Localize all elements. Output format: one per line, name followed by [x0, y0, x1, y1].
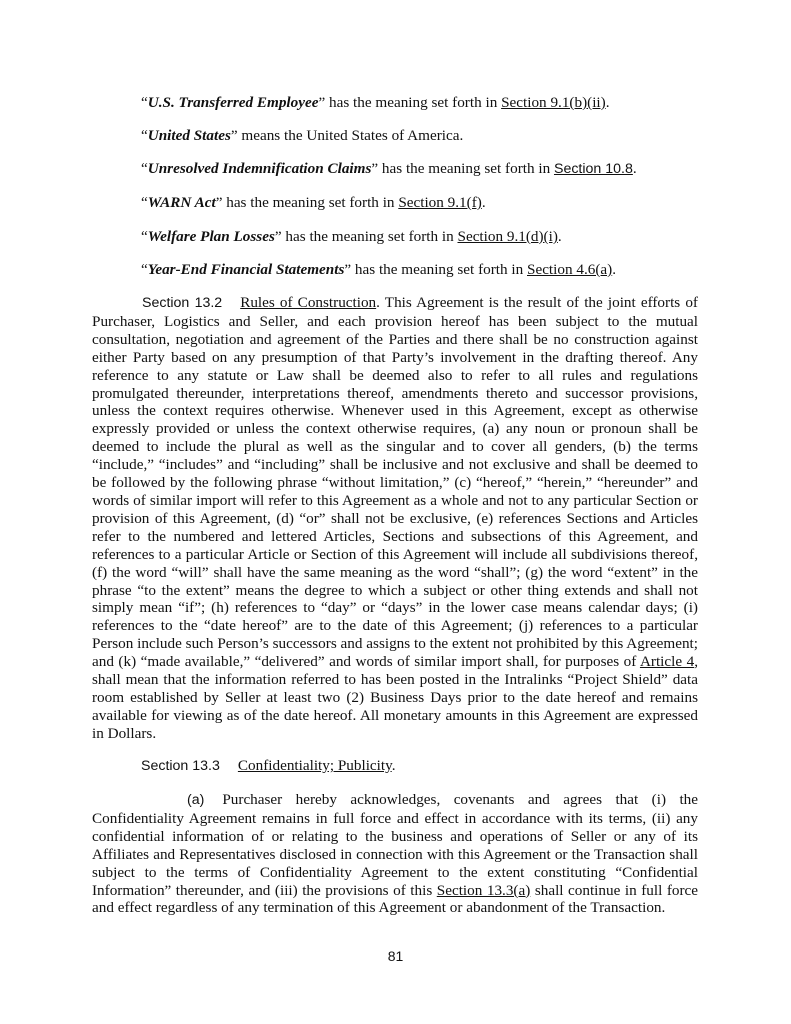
defined-term: U.S. Transferred Employee: [147, 94, 319, 111]
section-title: Rules of Construction: [240, 294, 377, 311]
section-reference-link[interactable]: Section 9.1(b)(ii): [501, 94, 606, 111]
section-13-2-paragraph: Section 13.2 Rules of Construction. This Agreement is the result of the joint efforts of Purchaser, Logistics and Seller, and each provision hereof has been subject to the mutual consultation, negotiation and agreement of the Parties and there shall be no construction against either Party based on any presumption of that Party’s involvement in the drafting thereof. Any reference to any statute or Law shall be deemed also to refer to all rules and regulations promulgated thereunder, interpretations thereof, amendments thereto and successor provisions, unless the context requires otherwise. Whenever used in this Agreement, except as otherwise expressly provided or unless the context otherwise requires, (a) any noun or pronoun shall be deemed to include the plural as well as the singular and to cover all genders, (b) the terms “include,” “includes” and “including” shall be inclusive and not exclusive and shall be deemed to be followed by the following phrase “without limitation,” (c) “hereof,” “herein,” “hereunder” and words of similar import will refer to this Agreement as a whole and not to any particular Section or provision of this Agreement, (d) “or” shall not be exclusive, (e) references Sections and Articles refer to the numbered and lettered Articles, Sections and subsections of this Agreement, and references to a particular Article or Section of this Agreement will include all subdivisions thereof, (f) the word “will” shall have the same meaning as the word “shall”; (g) the word “extent” in the phrase “to the extent” means the degree to which a subject or other thing extends and shall not simply mean “if”; (h) references to “day” or “days” in the lower case means calendar days; (i) references to the “date hereof” are to the date of this Agreement; (j) references to a particular Person include such Person’s successors and assigns to the extent not prohibited by this Agreement; and (k) “made available,” “delivered” and words of similar import shall, for purposes of Article 4, shall mean that the information referred to has been posted in the Intralinks “Project Shield” data room established by Seller at least two (2) Business Days prior to the date hereof and remains available for viewing as of the date hereof. All monetary amounts in this Agreement are expressed in Dollars.: [92, 294, 698, 742]
definition-welfare-plan-losses: “Welfare Plan Losses” has the meaning set forth in Section 9.1(d)(i).: [141, 228, 562, 245]
defined-term: Welfare Plan Losses: [147, 228, 275, 245]
section-reference-link[interactable]: Section 4.6(a): [527, 261, 613, 278]
definition-year-end-financial-statements: “Year-End Financial Statements” has the meaning set forth in Section 4.6(a).: [141, 261, 616, 278]
section-reference-link[interactable]: Section 9.1(f): [398, 194, 482, 211]
definition-us-transferred-employee: “U.S. Transferred Employee” has the meaning set forth in Section 9.1(b)(ii).: [141, 94, 610, 111]
subsection-label: (a): [187, 792, 205, 808]
definition-warn-act: “WARN Act” has the meaning set forth in Section 9.1(f).: [141, 194, 486, 211]
definition-united-states: “United States” means the United States of America.: [141, 127, 464, 144]
defined-term: WARN Act: [147, 194, 216, 211]
section-reference-link[interactable]: Section 13.3(a): [436, 881, 531, 899]
section-reference-link[interactable]: Section 10.8: [553, 161, 633, 177]
section-number: Section 13.3: [141, 758, 220, 774]
section-title: Confidentiality; Publicity: [237, 757, 392, 774]
section-13-3-a-paragraph: (a) Purchaser hereby acknowledges, covenants and agrees that (i) the Confidentiality Agreement remains in full force and effect in accordance with its terms, (ii) any confidential information of or relating to the business and operations of Seller or any of its Affiliates and Representatives disclosed in connection with this Agreement or the Transaction shall subject to the terms of Confidentiality Agreement to the extent constituting “Confidential Information” thereunder, and (iii) the provisions of this Section 13.3(a) shall continue in full force and effect regardless of any termination of this Agreement or abandonment of the Transaction.: [92, 791, 699, 917]
page-number: 81: [387, 948, 404, 964]
section-13-3-heading: Section 13.3 Confidentiality; Publicity.: [141, 757, 396, 774]
defined-term: Year-End Financial Statements: [147, 261, 345, 278]
definition-unresolved-indemnification-claims: “Unresolved Indemnification Claims” has the meaning set forth in Section 10.8.: [141, 160, 637, 177]
section-number: Section 13.2: [142, 295, 223, 311]
defined-term: United States: [147, 127, 231, 144]
defined-term: Unresolved Indemnification Claims: [147, 160, 372, 177]
article-reference-link[interactable]: Article 4: [639, 653, 695, 671]
section-reference-link[interactable]: Section 9.1(d)(i): [457, 228, 558, 245]
